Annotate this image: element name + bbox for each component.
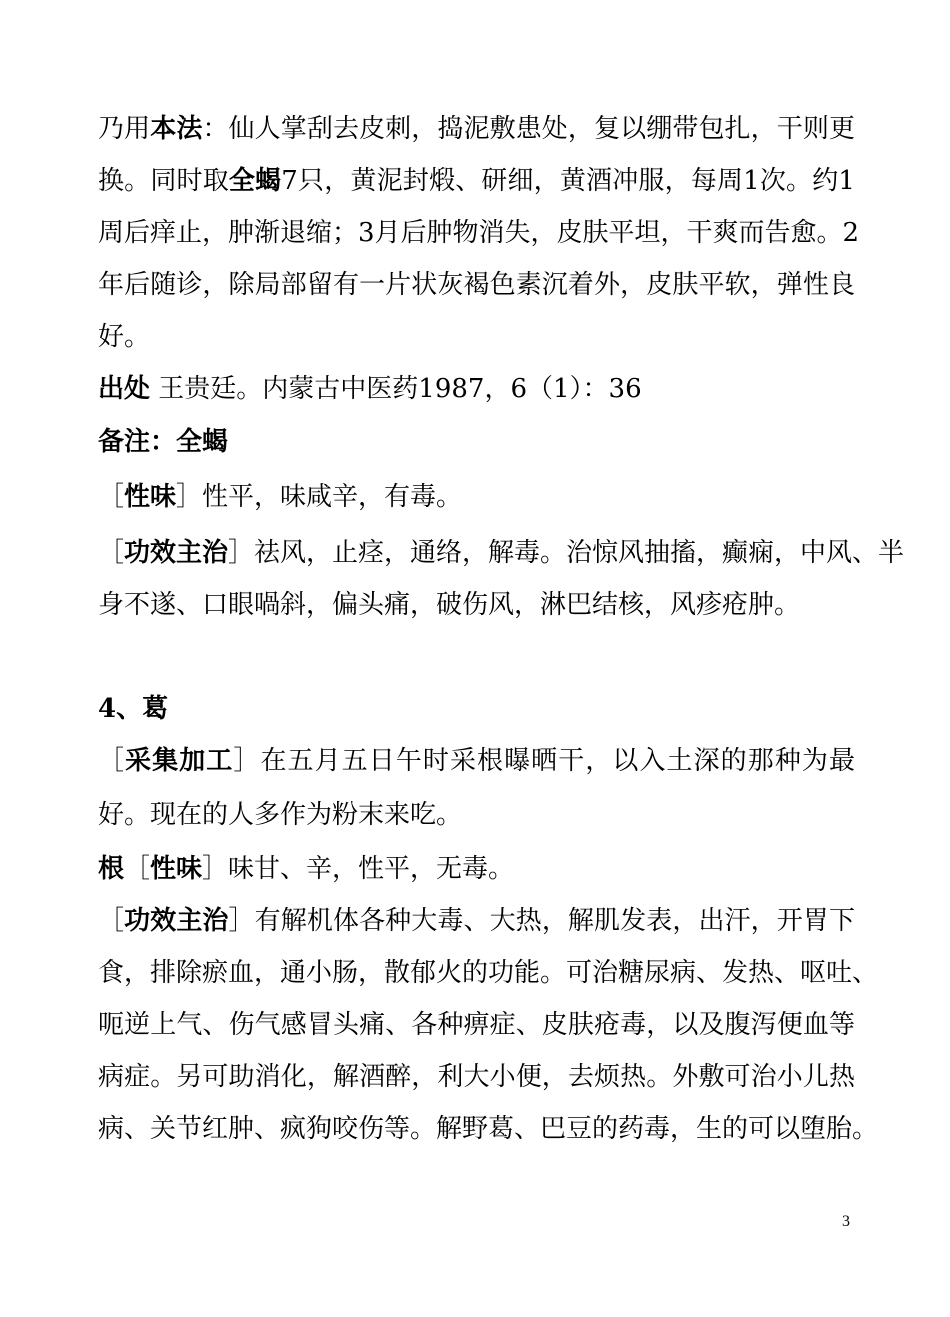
- source-line: [98, 372, 642, 406]
- text-segment: ［: [98, 746, 126, 776]
- bold-term: 性味: [124, 482, 177, 512]
- text-segment: ［: [98, 482, 125, 512]
- text-segment: ］祛风，止痉，通络，解毒。治惊风抽搐，癫痫，中风、半: [228, 538, 905, 568]
- page-number: 3: [842, 1213, 850, 1230]
- text-line: [98, 1060, 855, 1094]
- bold-term: 功效主治: [124, 538, 229, 568]
- bold-term: 4、葛: [98, 694, 169, 724]
- section-heading: [98, 692, 168, 726]
- text-line: [98, 956, 879, 990]
- text-line: [98, 744, 855, 778]
- text-segment: ：仙人掌刮去皮刺，捣泥敷患处，复以绷带包扎，干则更: [202, 114, 855, 144]
- text-line: [98, 216, 860, 250]
- bold-term: 全蝎: [228, 166, 282, 196]
- text-segment: ］在五月五日午时采根曝晒干，以入土深的那种为最: [233, 746, 855, 776]
- text-segment: ［: [98, 538, 125, 568]
- text-segment: 王贵廷。内蒙古中医药1987，6（1）：36: [150, 374, 642, 404]
- bold-term: 性味: [150, 854, 203, 884]
- text-line: [98, 798, 462, 832]
- text-segment: 食，排除瘀血，通小肠，散郁火的功能。可治糖尿病、发热、呕吐、: [98, 958, 879, 988]
- text-segment: ］有解机体各种大毒、大热，解肌发表，出汗，开胃下: [228, 906, 855, 936]
- text-line: [98, 320, 150, 354]
- text-line: [98, 112, 855, 146]
- text-segment: 呃逆上气、伤气感冒头痛、各种痹症、皮肤疮毒，以及腹泻便血等: [98, 1010, 855, 1040]
- text-segment: ］味甘、辛，性平，无毒。: [202, 854, 515, 884]
- bold-term: 根: [98, 854, 125, 884]
- text-line: [98, 904, 855, 938]
- bold-term: 出处: [98, 374, 151, 404]
- text-segment: 好。现在的人多作为粉末来吃。: [98, 800, 463, 830]
- text-line: [98, 588, 800, 622]
- text-line: [98, 1112, 879, 1146]
- text-segment: ［: [98, 906, 125, 936]
- text-segment: 周后痒止，肿渐退缩；3月后肿物消失，皮肤平坦，干爽而告愈。2: [98, 218, 860, 248]
- text-segment: 年后随诊，除局部留有一片状灰褐色素沉着外，皮肤平软，弹性良: [98, 270, 855, 300]
- text-line: [98, 164, 855, 198]
- text-segment: 7只，黄泥封煅、研细，黄酒冲服，每周1次。约1: [281, 166, 855, 196]
- text-segment: ］性平，味咸辛，有毒。: [176, 482, 463, 512]
- text-line: [98, 480, 462, 514]
- text-line: [98, 852, 514, 886]
- text-segment: 病、关节红肿、疯狗咬伤等。解野葛、巴豆的药毒，生的可以堕胎。: [98, 1114, 879, 1144]
- bold-term: 备注：全蝎: [98, 427, 229, 457]
- text-segment: ［: [124, 854, 151, 884]
- bold-term: 功效主治: [124, 906, 229, 936]
- text-segment: 好。: [98, 322, 151, 352]
- text-line: [98, 536, 905, 570]
- text-segment: 身不遂、口眼喎斜，偏头痛，破伤风，淋巴结核，风疹疮肿。: [98, 590, 801, 620]
- text-line: [98, 1008, 855, 1042]
- bold-term: 本法: [150, 114, 203, 144]
- text-segment: 乃用: [98, 114, 151, 144]
- text-segment: 换。同时取: [98, 166, 229, 196]
- note-heading: [98, 425, 228, 459]
- text-segment: 病症。另可助消化，解酒醉，利大小便，去烦热。外敷可治小儿热: [98, 1062, 855, 1092]
- text-line: [98, 268, 855, 302]
- bold-term: 采集加工: [125, 746, 234, 776]
